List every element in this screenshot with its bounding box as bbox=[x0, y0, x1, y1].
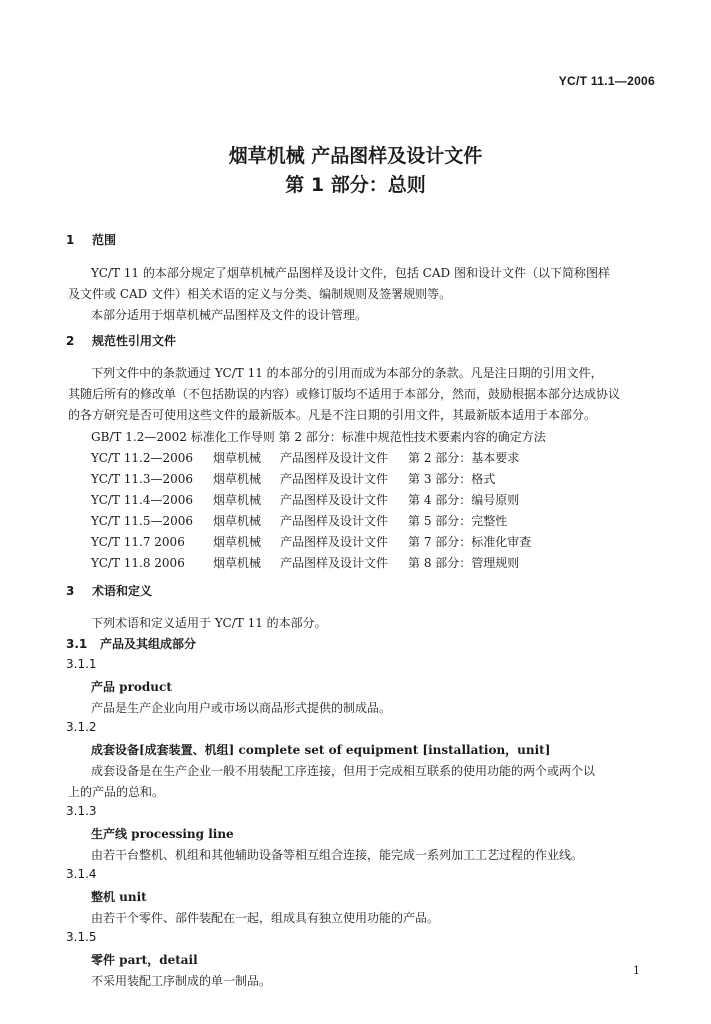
reference-item bbox=[91, 470, 495, 487]
subsection-number: 3.1 bbox=[66, 637, 88, 651]
subsection-title: 产品及其组成部分 bbox=[100, 637, 197, 651]
section-number: 3 bbox=[66, 584, 75, 598]
ref-part-b: 产品图样及设计文件 bbox=[280, 514, 389, 528]
ref-code: YC/T 11.8 2006 bbox=[91, 556, 185, 570]
reference-item bbox=[91, 512, 507, 529]
paragraph: 及文件或 CAD 文件）相关术语的定义与分类、编制规则及签署规则等。 bbox=[68, 287, 452, 301]
ref-part-a: 烟草机械 bbox=[213, 451, 262, 465]
document-title: 烟草机械 产品图样及设计文件 bbox=[228, 145, 483, 167]
section-number: 1 bbox=[66, 233, 75, 247]
section-2-heading bbox=[66, 332, 176, 349]
ref-code: YC/T 11.4—2006 bbox=[91, 493, 194, 507]
term-definition: 不采用装配工序制成的单一制品。 bbox=[91, 974, 272, 988]
term-number: 3.1.2 bbox=[66, 720, 97, 734]
term-definition: 由若干个零件、部件装配在一起，组成具有独立使用功能的产品。 bbox=[91, 911, 440, 925]
ref-part-c: 第 7 部分：标准化审查 bbox=[408, 535, 532, 549]
term-definition: 成套设备是在生产企业一般不用装配工序连接，但用于完成相互联系的使用功能的两个或两个以 bbox=[91, 764, 596, 778]
paragraph: 本部分适用于烟草机械产品图样及文件的设计管理。 bbox=[91, 308, 368, 322]
ref-part-c: 第 4 部分：编号原则 bbox=[408, 493, 520, 507]
section-title: 规范性引用文件 bbox=[92, 334, 177, 348]
reference-item bbox=[91, 491, 519, 508]
term-number: 3.1.1 bbox=[66, 657, 97, 671]
term-name: 生产线 processing line bbox=[91, 827, 234, 841]
ref-code: YC/T 11.5—2006 bbox=[91, 514, 194, 528]
ref-part-b: 产品图样及设计文件 bbox=[280, 493, 389, 507]
ref-part-a: 烟草机械 bbox=[213, 493, 262, 507]
term-definition: 由若干台整机、机组和其他辅助设备等相互组合连接，能完成一系列加工工艺过程的作业线。 bbox=[91, 848, 584, 862]
ref-code: YC/T 11.3—2006 bbox=[91, 472, 194, 486]
reference-item bbox=[91, 533, 531, 550]
ref-part-a: 烟草机械 bbox=[213, 514, 262, 528]
ref-code: YC/T 11.7 2006 bbox=[91, 535, 185, 549]
ref-part-b: 产品图样及设计文件 bbox=[280, 451, 389, 465]
term-number: 3.1.3 bbox=[66, 804, 97, 818]
term-number: 3.1.4 bbox=[66, 867, 97, 881]
page-number: 1 bbox=[633, 964, 640, 977]
ref-part-c: 第 5 部分：完整性 bbox=[408, 514, 508, 528]
reference-item bbox=[91, 449, 519, 466]
ref-part-a: 烟草机械 bbox=[213, 535, 262, 549]
reference-item: GB/T 1.2—2002 标准化工作导则 第 2 部分：标准中规范性技术要素内容的确定方法 bbox=[91, 430, 546, 444]
term-name: 成套设备[成套装置、机组] complete set of equipment [installation，unit] bbox=[91, 743, 551, 757]
ref-part-c: 第 3 部分：格式 bbox=[408, 472, 496, 486]
section-1-heading bbox=[66, 231, 116, 248]
paragraph: 的各方研究是否可使用这些文件的最新版本。凡是不注日期的引用文件，其最新版本适用于本部分。 bbox=[68, 408, 597, 422]
term-name: 零件 part，detail bbox=[91, 953, 198, 967]
standard-number: YC/T 11.1—2006 bbox=[558, 74, 655, 88]
paragraph: 其随后所有的修改单（不包括勘误的内容）或修订版均不适用于本部分，然而，鼓励根据本部分达成协议 bbox=[68, 387, 621, 401]
ref-code: YC/T 11.2—2006 bbox=[91, 451, 194, 465]
section-3-heading bbox=[66, 582, 152, 599]
term-definition: 产品是生产企业向用户或市场以商品形式提供的制成品。 bbox=[91, 701, 392, 715]
ref-part-b: 产品图样及设计文件 bbox=[280, 535, 389, 549]
ref-part-b: 产品图样及设计文件 bbox=[280, 472, 389, 486]
ref-part-c: 第 2 部分：基本要求 bbox=[408, 451, 520, 465]
paragraph: 下列术语和定义适用于 YC/T 11 的本部分。 bbox=[91, 616, 327, 630]
section-number: 2 bbox=[66, 334, 75, 348]
section-title: 术语和定义 bbox=[92, 584, 153, 598]
ref-part-a: 烟草机械 bbox=[213, 556, 262, 570]
reference-item bbox=[91, 554, 519, 571]
document-subtitle: 第 1 部分：总则 bbox=[285, 174, 426, 196]
term-number: 3.1.5 bbox=[66, 930, 97, 944]
paragraph: YC/T 11 的本部分规定了烟草机械产品图样及设计文件，包括 CAD 图和设计文件（以下简称图样 bbox=[91, 266, 610, 280]
term-definition: 上的产品的总和。 bbox=[68, 785, 165, 799]
ref-part-a: 烟草机械 bbox=[213, 472, 262, 486]
ref-part-b: 产品图样及设计文件 bbox=[280, 556, 389, 570]
ref-part-c: 第 8 部分：管理规则 bbox=[408, 556, 520, 570]
section-title: 范围 bbox=[92, 233, 117, 247]
subsection-3-1-heading bbox=[66, 635, 196, 652]
term-name: 整机 unit bbox=[91, 890, 147, 904]
term-name: 产品 product bbox=[91, 680, 172, 694]
paragraph: 下列文件中的条款通过 YC/T 11 的本部分的引用而成为本部分的条款。凡是注日期的引用文件， bbox=[91, 366, 603, 380]
